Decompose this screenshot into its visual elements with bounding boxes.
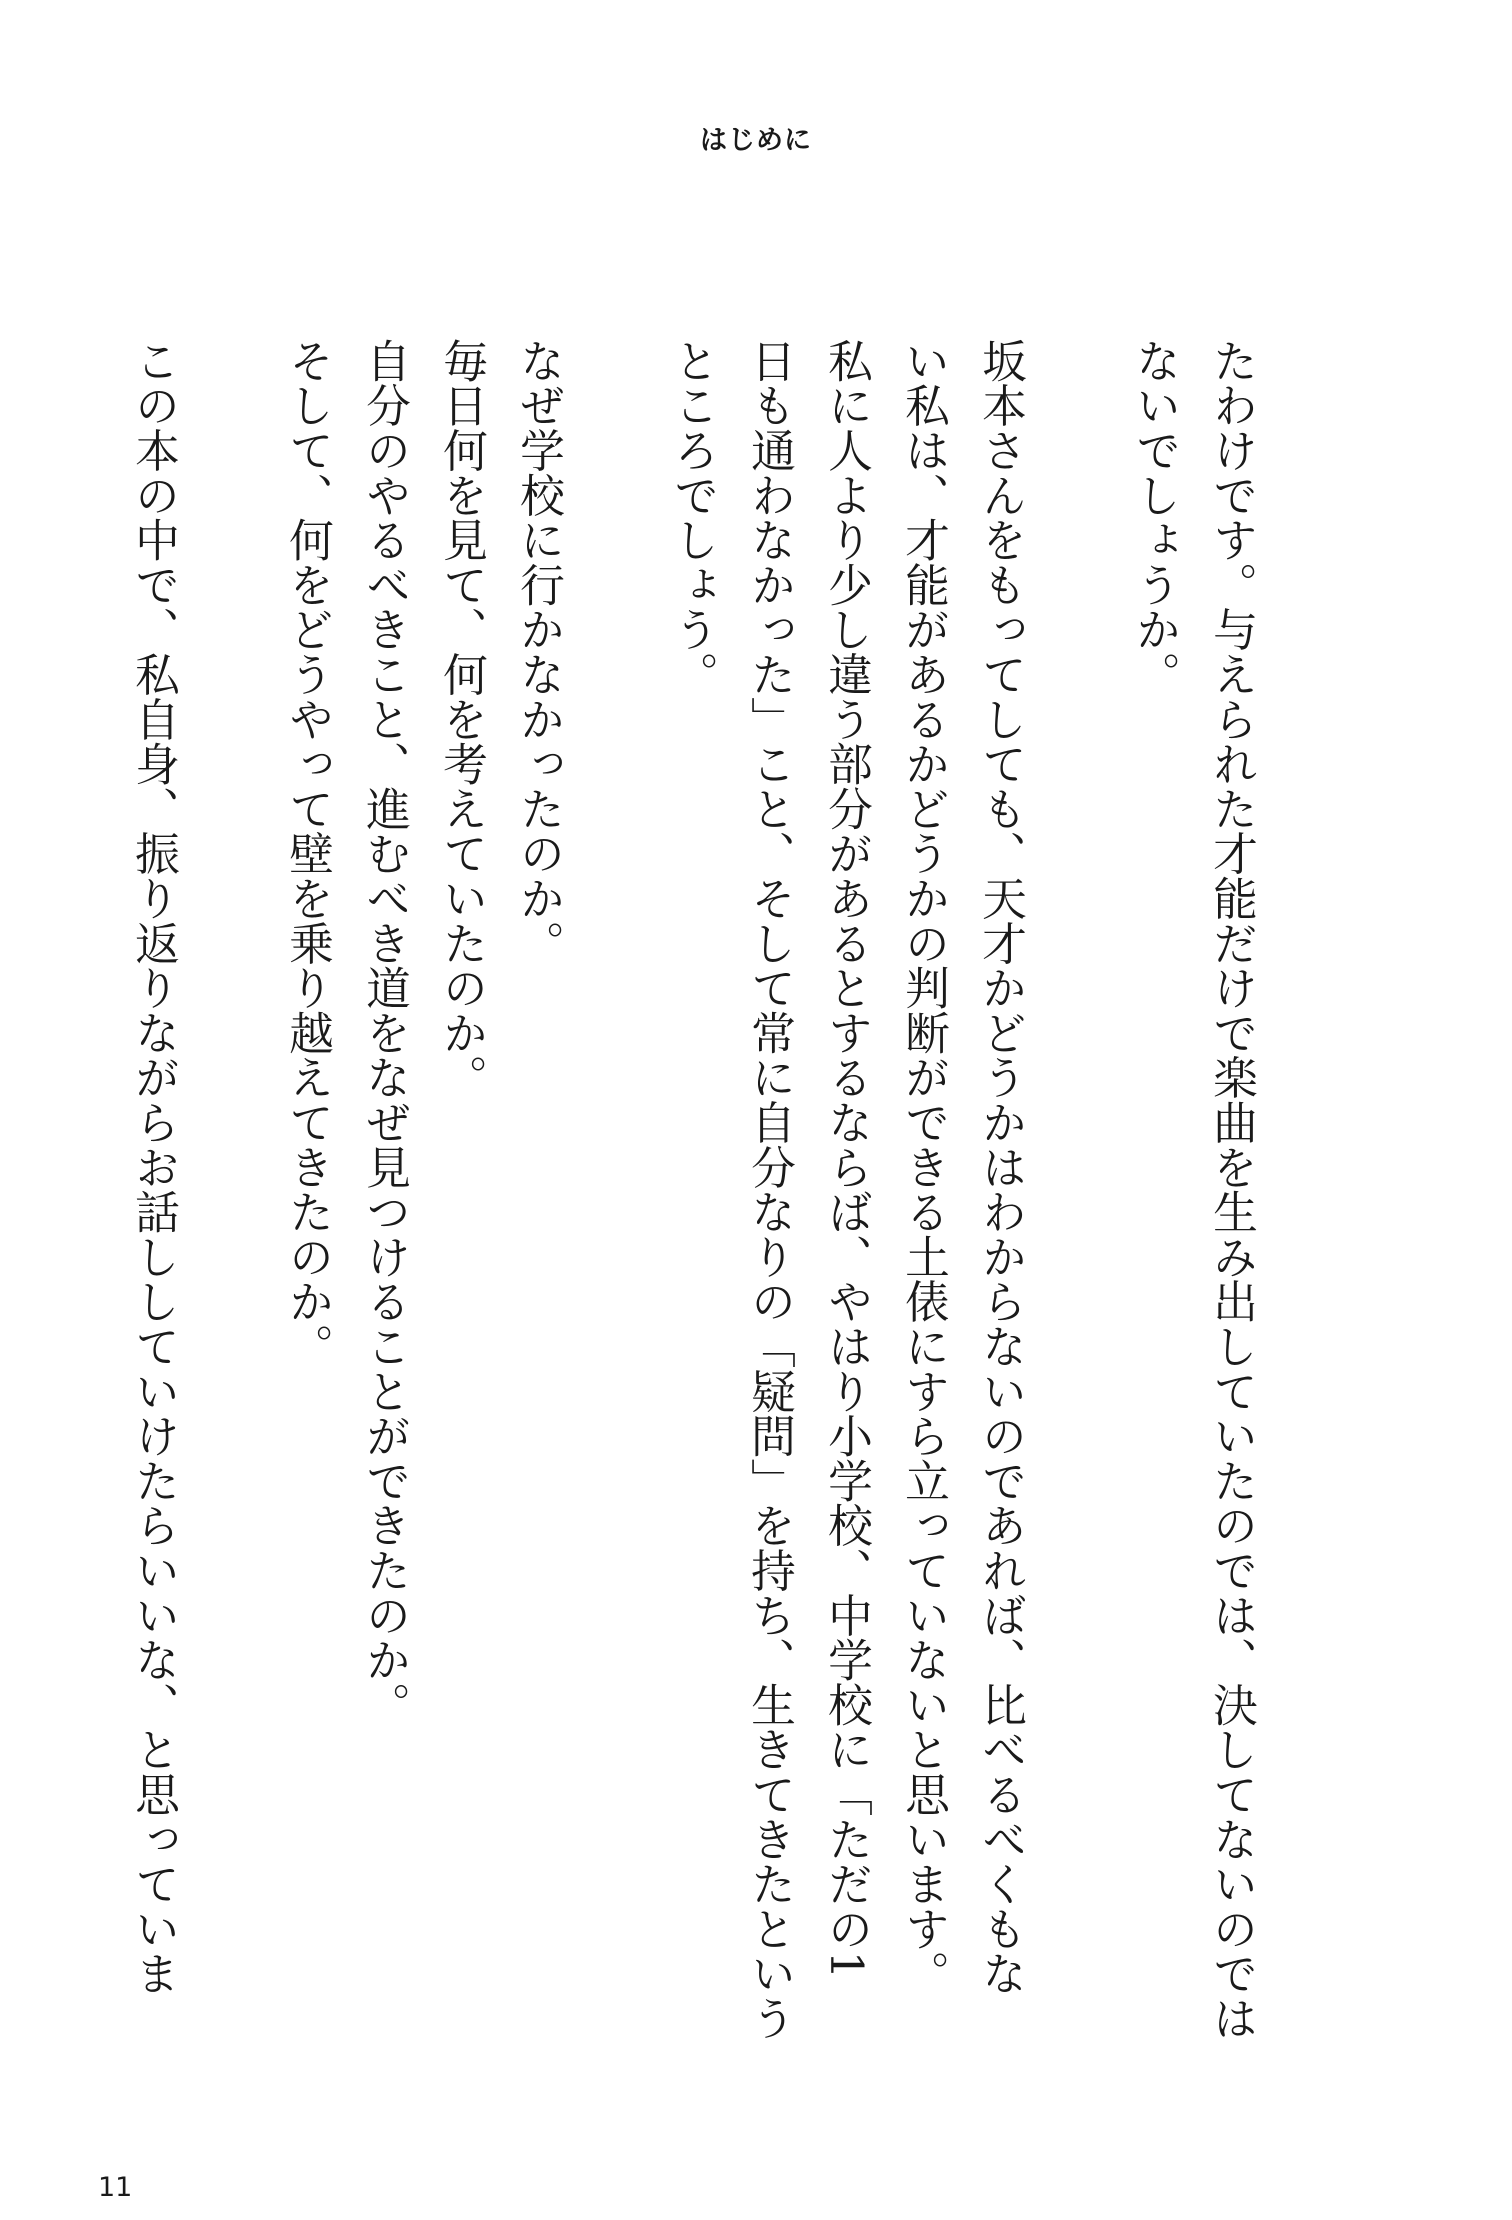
blank-line	[1039, 338, 1116, 2038]
running-header: はじめに	[700, 125, 812, 156]
page-number: 11	[98, 2172, 133, 2203]
text-line: たわけです。与えられた才能だけで楽曲を生み出していたのでは、決してないのでは	[1205, 338, 1258, 2041]
text-line: 日も通わなかった」こと、そして常に自分なりの「疑問」を持ち、生きてきたという	[743, 338, 796, 2041]
text-line: ところでしょう。	[666, 338, 719, 697]
text-line: 坂本さんをもってしても、天才かどうかはわからないのであれば、比べるべくもな	[974, 338, 1027, 1996]
text-line: い私は、才能があるかどうかの判断ができる土俵にすら立っていないと思います。	[897, 338, 950, 1996]
text-line: 毎日何を見て、何を考えていたのか。	[435, 338, 488, 1100]
blank-line	[577, 338, 654, 2038]
blank-line	[192, 338, 269, 2038]
text-line: そして、何をどうやって壁を乗り越えてきたのか。	[281, 338, 334, 1369]
text-line: 自分のやるべきこと、進むべき道をなぜ見つけることができたのか。	[358, 338, 411, 1727]
text-line: この本の中で、私自身、振り返りながらお話ししていけたらいいな、と思っていま	[127, 338, 180, 1996]
text-line: なぜ学校に行かなかったのか。	[512, 338, 565, 966]
text-line: ないでしょうか。	[1128, 338, 1181, 697]
body-text	[127, 338, 1270, 2041]
text-line: 私に人より少し違う部分があるとするならば、やはり小学校、中学校に「ただの1	[820, 338, 873, 1980]
